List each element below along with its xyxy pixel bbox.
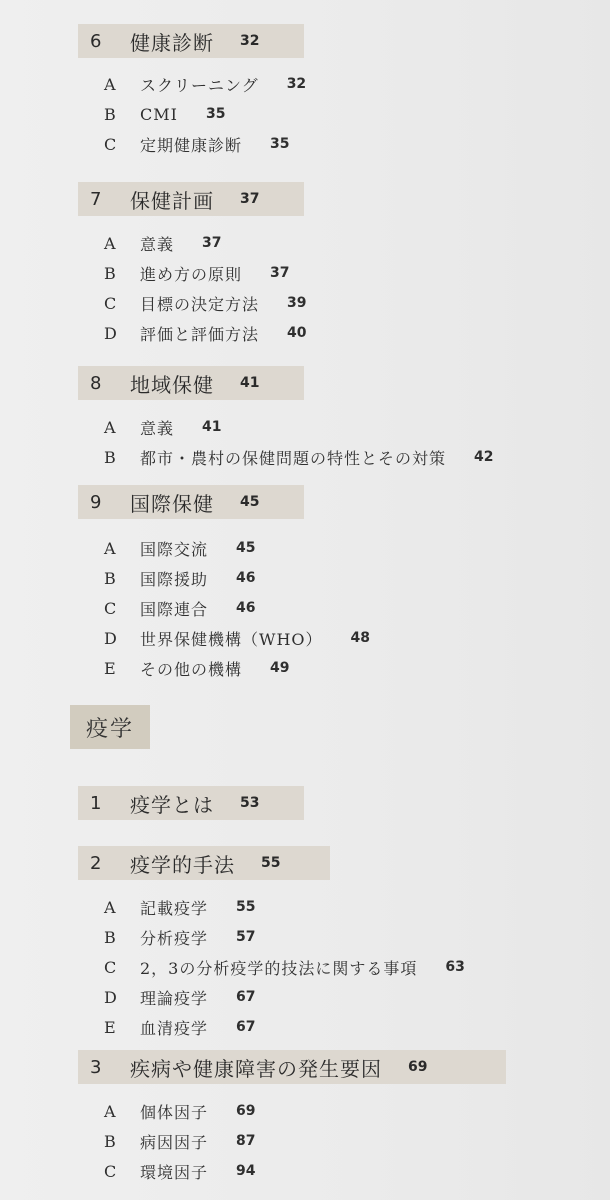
toc-item: B 分析疫学 57: [104, 927, 256, 948]
toc-item: A 国際交流 45: [104, 538, 256, 559]
toc-item: B CMI 35: [104, 104, 226, 124]
toc-item: B 国際援助 46: [104, 568, 256, 589]
toc-item: B 都市・農村の保健問題の特性とその対策 42: [104, 447, 494, 468]
section-header: [78, 485, 304, 519]
toc-item: C 環境因子 94: [104, 1161, 256, 1182]
toc-item: A 意義 37: [104, 233, 222, 254]
section-page: 55: [261, 855, 281, 871]
section-title: 国際保健: [130, 491, 214, 516]
section-header: [78, 182, 304, 216]
toc-item: A 意義 41: [104, 417, 222, 438]
toc-item: D 理論疫学 67: [104, 987, 256, 1008]
toc-item: C 2，3の分析疫学的技法に関する事項 63: [104, 957, 465, 978]
toc-item: E その他の機構 49: [104, 658, 290, 679]
section-title: 疫学的手法: [130, 852, 235, 877]
section-title: 疫学とは: [130, 792, 214, 817]
section-page: 69: [408, 1059, 428, 1075]
section-number: 7: [90, 188, 102, 210]
section-title: 地域保健: [130, 372, 214, 397]
toc-item: A スクリーニング 32: [104, 74, 307, 95]
section-header: [78, 24, 304, 58]
section-header: [78, 1050, 506, 1084]
toc-item: A 記載疫学 55: [104, 897, 256, 918]
part-title: 疫学: [70, 705, 150, 749]
section-title: 保健計画: [130, 188, 214, 213]
section-title: 疾病や健康障害の発生要因: [130, 1056, 382, 1081]
section-page: 37: [240, 191, 260, 207]
section-header: [78, 786, 304, 820]
section-page: 32: [240, 33, 260, 49]
section-page: 45: [240, 494, 260, 510]
toc-item: C 国際連合 46: [104, 598, 256, 619]
section-number: 9: [90, 491, 102, 513]
section-number: 3: [90, 1056, 102, 1078]
section-number: 2: [90, 852, 102, 874]
toc-item: C 目標の決定方法 39: [104, 293, 307, 314]
section-page: 53: [240, 795, 260, 811]
section-page: 41: [240, 375, 260, 391]
toc-item: D 評価と評価方法 40: [104, 323, 307, 344]
section-header: [78, 366, 304, 400]
section-title: 健康診断: [130, 30, 214, 55]
toc-item: B 進め方の原則 37: [104, 263, 290, 284]
toc-item: A 個体因子 69: [104, 1101, 256, 1122]
section-number: 8: [90, 372, 102, 394]
toc-item: B 病因因子 87: [104, 1131, 256, 1152]
section-number: 1: [90, 792, 102, 814]
toc-item: D 世界保健機構（WHO） 48: [104, 628, 371, 649]
section-number: 6: [90, 30, 102, 52]
toc-item: C 定期健康診断 35: [104, 134, 290, 155]
section-header: [78, 846, 330, 880]
toc-item: E 血清疫学 67: [104, 1017, 256, 1038]
